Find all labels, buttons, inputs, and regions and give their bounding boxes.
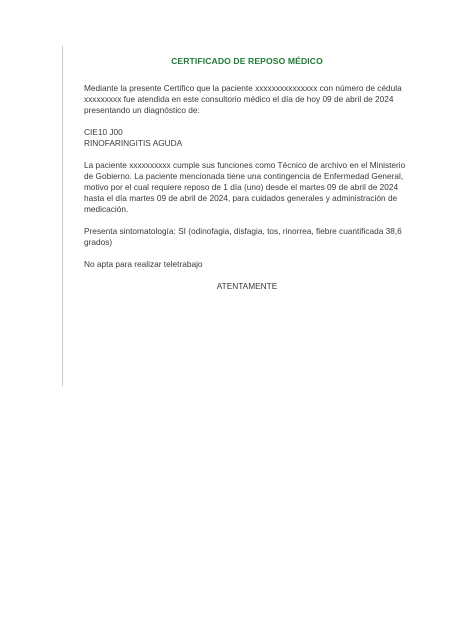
intro-line-1: Mediante la presente Certifico que la paciente xxxxxxxxxxxxxxx con número de cédula [84,83,402,93]
rest-paragraph [84,160,410,215]
rest-line-3: motivo por el cual requiere reposo de 1 día (uno) desde el martes 09 de abril de 2024 [84,182,399,192]
diagnosis-name: RINOFARINGITIS AGUDA [84,138,183,148]
margin-guide-line [62,46,63,386]
symptoms-paragraph [84,226,410,248]
intro-line-2: xxxxxxxxx fue atendida en este consultorio médico el día de hoy 09 de abril de 2024 [84,94,394,104]
symptoms-line-1: Presenta sintomatología: SI (odinofagia, disfagia, tos, rinorrea, fiebre cuantificada 38,6 [84,226,402,236]
document-body [84,56,410,292]
diagnosis-block [84,127,410,149]
intro-paragraph [84,83,410,116]
rest-line-1: La paciente xxxxxxxxxx cumple sus funciones como Técnico de archivo en el Ministerio [84,160,406,170]
telework-note: No apta para realizar teletrabajo [84,259,203,269]
document-title: CERTIFICADO DE REPOSO MÉDICO [171,56,323,66]
symptoms-line-2: grados) [84,237,113,247]
intro-line-3: presentando un diagnóstico de: [84,105,200,115]
closing-salutation: ATENTAMENTE [216,281,278,291]
rest-line-4: hasta el día martes 09 de abril de 2024, para cuidados generales y administración de [84,193,398,203]
diagnosis-code: CIE10 J00 [84,127,123,137]
rest-line-5: medicación. [84,204,129,214]
rest-line-2: de Gobierno. La paciente mencionada tiene una contingencia de Enfermedad General, [84,171,404,181]
